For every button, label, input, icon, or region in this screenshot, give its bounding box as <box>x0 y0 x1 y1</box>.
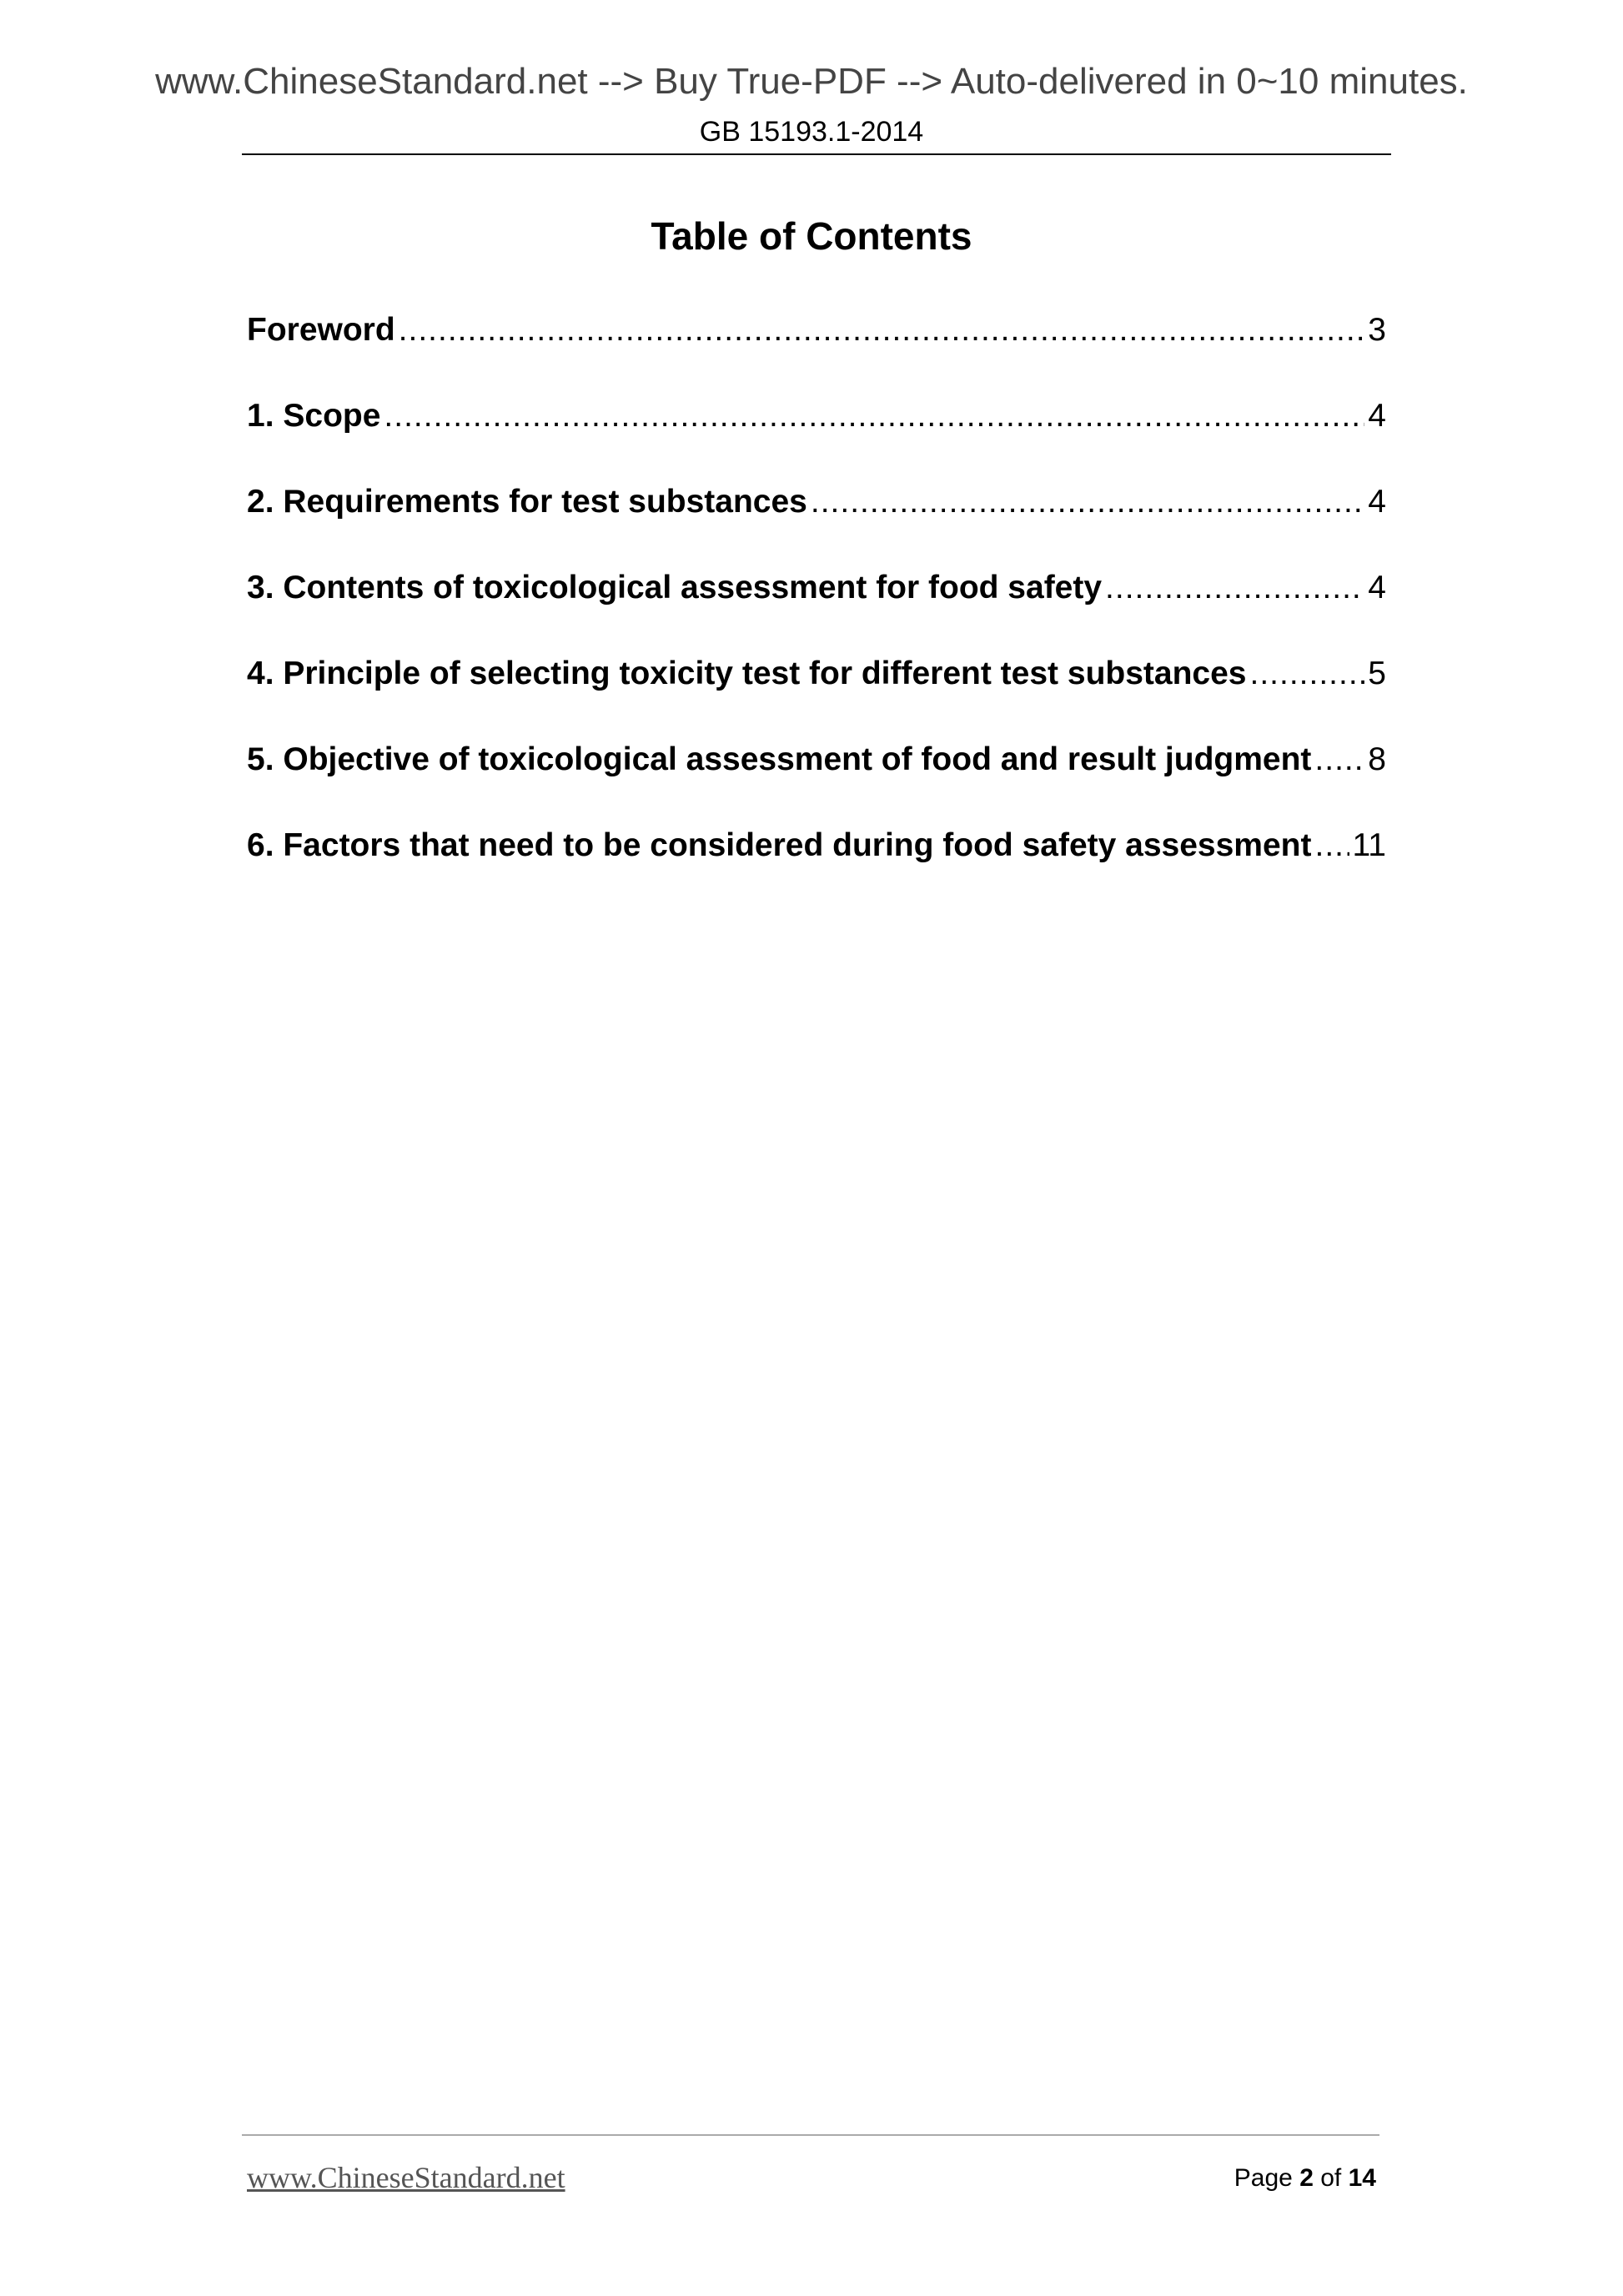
toc-dot-leader <box>1314 826 1349 866</box>
toc-dot-leader <box>1249 655 1364 694</box>
toc-entry-label: 3. Contents of toxicological assessment for food safety <box>247 570 1103 605</box>
page-of: of <box>1320 2164 1342 2192</box>
toc-dot-leader <box>1105 569 1364 608</box>
toc-entry-page: 11 <box>1352 827 1386 863</box>
toc-entry-label: 2. Requirements for test substances <box>247 484 807 520</box>
page-prefix: Page <box>1234 2164 1293 2192</box>
toc-entry-label: 4. Principle of selecting toxicity test for different test substances <box>247 656 1247 691</box>
toc-list <box>247 311 1386 912</box>
toc-dot-leader <box>399 311 1365 350</box>
toc-entry-contents[interactable] <box>247 569 1386 655</box>
toc-entry-page: 3 <box>1368 312 1386 348</box>
toc-entry-label: 5. Objective of toxicological assessment of food and result judgment <box>247 741 1312 777</box>
toc-entry-label: Foreword <box>247 312 395 348</box>
toc-entry-label: 6. Factors that need to be considered during food safety assessment <box>247 827 1312 863</box>
header-divider <box>242 153 1391 155</box>
page-number <box>1234 2163 1376 2193</box>
page-total: 14 <box>1348 2164 1376 2192</box>
toc-entry-page: 8 <box>1368 741 1386 777</box>
toc-entry-page: 4 <box>1368 398 1386 434</box>
toc-entry-principle[interactable] <box>247 655 1386 741</box>
toc-title: Table of Contents <box>651 214 972 258</box>
toc-entry-objective[interactable] <box>247 741 1386 826</box>
toc-dot-leader <box>811 483 1364 522</box>
toc-entry-foreword[interactable] <box>247 311 1386 397</box>
footer-divider <box>242 2134 1379 2136</box>
toc-entry-factors[interactable] <box>247 826 1386 912</box>
toc-entry-requirements[interactable] <box>247 483 1386 569</box>
standard-code: GB 15193.1-2014 <box>699 116 924 148</box>
header-banner: www.ChineseStandard.net --> Buy True-PDF --> Auto-delivered in 0~10 minutes. <box>155 61 1468 102</box>
footer-website-link[interactable]: www.ChineseStandard.net <box>247 2161 565 2194</box>
page-current: 2 <box>1299 2164 1314 2192</box>
toc-dot-leader <box>384 397 1364 436</box>
toc-dot-leader <box>1314 741 1364 780</box>
toc-entry-page: 4 <box>1368 484 1386 520</box>
toc-entry-page: 4 <box>1368 570 1386 605</box>
toc-entry-label: 1. Scope <box>247 398 381 434</box>
toc-entry-scope[interactable] <box>247 397 1386 483</box>
toc-entry-page: 5 <box>1368 656 1386 691</box>
